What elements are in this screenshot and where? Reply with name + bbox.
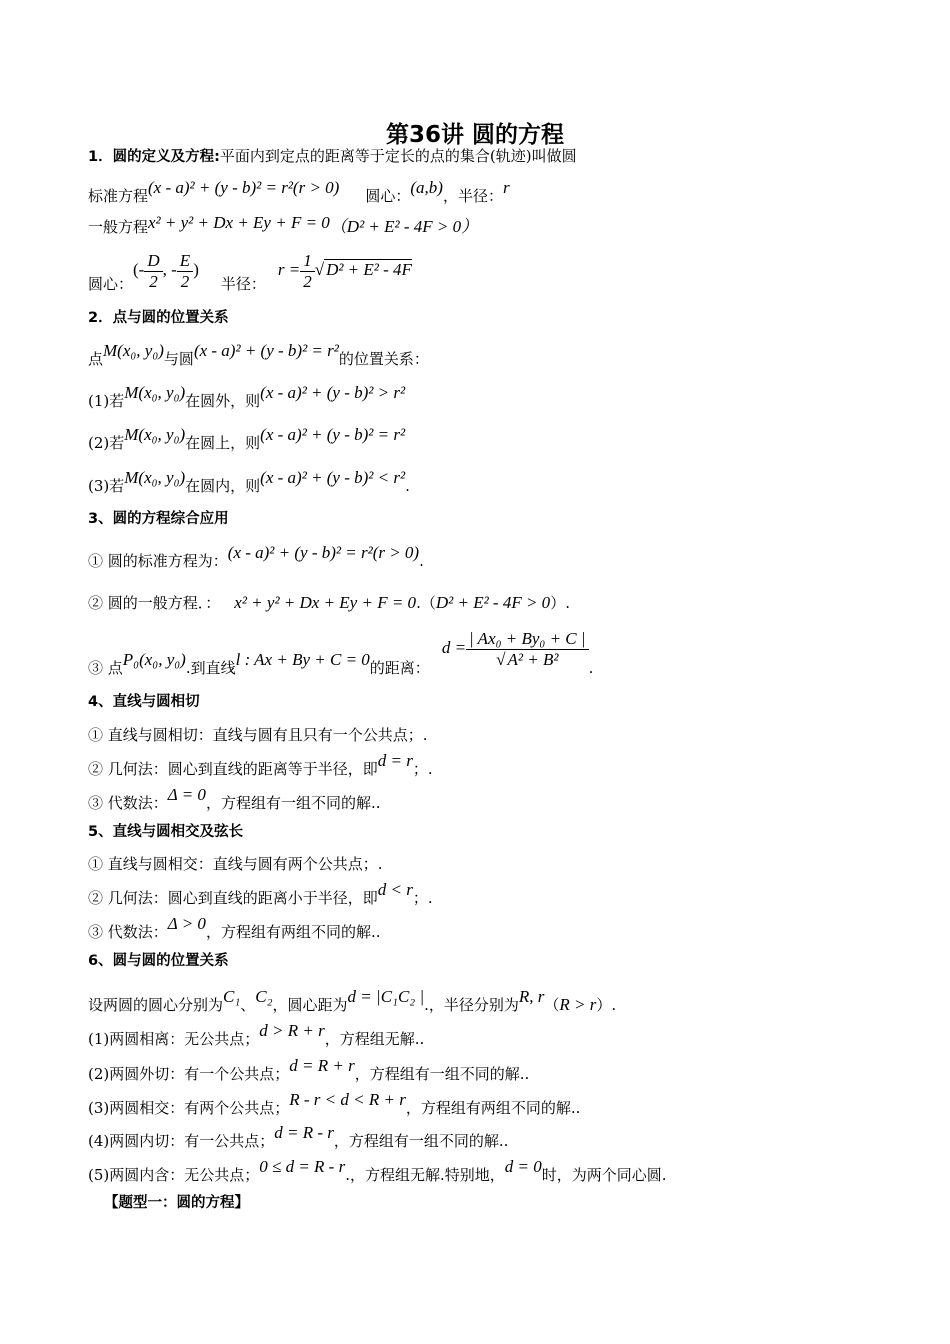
gen-label: 一般方程 [88,218,149,236]
s2-item-prefix: (3)若 [88,477,125,495]
s2-item-eq: (x - a)² + (y - b)² = r² [260,425,406,444]
s6-item-eq2: d = 0 [504,1157,542,1176]
s3-l3-a: ③ 点 [88,659,123,677]
s6-heading: 6、圆与圆的位置关系 [88,953,229,969]
s5-heading: 5、直线与圆相交及弦长 [88,824,244,840]
s2-item-mid: 在圆外，则 [185,392,261,410]
s2-intro-c: 的位置关系： [338,350,429,368]
s6-item-eq: d = R + r [289,1056,355,1075]
s3-l2-mid: .（ [416,594,436,612]
s1-definition: 平面内到定点的距离等于定长的点的集合(轨迹)叫做圆 [219,147,577,165]
center-value: (a,b) [410,178,443,197]
s6-item-tail: .，方程组无解.特别地， [345,1166,505,1184]
s2-item-2 [88,425,406,454]
s4-l3-text: ③ 代数法： [88,794,168,812]
s3-l1-text: ① 圆的标准方程为： [88,552,228,570]
s2-item-point: M(x₀, y₀) [124,425,186,444]
s6-item-eq: R - r < d < R + r [289,1090,406,1109]
center-label: 圆心： [365,187,411,205]
distance-denominator: A² + B² [507,649,559,669]
center2-frac-d [144,251,162,292]
s4-l2-eq: d = r [377,751,413,770]
s5-l2-eq: d < r [377,880,413,899]
radius2-den: 2 [303,271,312,291]
s2-intro-a: 点 [88,350,104,368]
s4-l2-text: ② 几何法：圆心到直线的距离等于半径，即 [88,760,378,778]
s1-definition-line [88,145,577,168]
s1-standard-line [88,178,510,207]
s3-l2-eq: x² + y² + Dx + Ey + F = 0 [234,593,417,612]
gen-equation: x² + y² + Dx + Ey + F = 0 [148,213,330,232]
s2-intro-line [88,341,429,370]
s6-item-tail: ，方程组无解.. [324,1030,425,1048]
s2-item-eq: (x - a)² + (y - b)² > r² [260,383,406,402]
s5-l3-text: ③ 代数法： [88,923,168,941]
center2-label: 圆心： [88,275,134,293]
radius-value: r [502,178,510,197]
s2-item-point: M(x₀, y₀) [124,468,186,487]
s6-sep: 、 [240,996,256,1014]
s3-l1-tail: . [419,552,424,570]
s6-item-4 [88,1123,509,1152]
s4-l3-tail: ，方程组有一组不同的解.. [205,794,381,812]
s6-distance: d = |C₁C₂ | [347,987,425,1006]
s4-line-1: ① 直线与圆相切：直线与圆有且只有一个公共点；. [88,726,428,744]
s6-item-eq: d = R - r [274,1123,334,1142]
s5-l2-tail: ；. [412,889,433,907]
s2-item-tail: . [405,477,410,495]
center2-open: (- [133,260,145,279]
center2-frac-e [177,251,193,292]
s3-line-2 [88,592,570,614]
s2-item-3 [88,468,410,497]
s6-item-3 [88,1090,581,1119]
s3-l3-b: .到直线 [185,659,236,677]
s6-intro-e: ）. [596,996,617,1014]
radius2-root: D² + E² - 4F [326,260,412,279]
s6-item-tail2: 时，为两个同心圆. [541,1166,667,1184]
s2-item-point: M(x₀, y₀) [124,383,186,402]
radius2-label: 半径： [220,275,266,293]
s3-l3-c: 的距离： [369,659,430,677]
s2-item-prefix: (1)若 [88,392,125,410]
radius2-frac [300,251,315,292]
gen-condition: （D² + E² - 4F > 0） [329,217,479,236]
s3-line-1 [88,543,424,572]
s2-item-mid: 在圆上，则 [185,434,261,452]
center2-den-d: 2 [149,271,158,291]
s2-circle-eq: (x - a)² + (y - b)² = r² [193,341,339,360]
s3-l2-tail: ）. [550,594,570,612]
s3-l3-d: d = [441,638,467,657]
s6-intro-c: .，半径分别为 [424,996,519,1014]
s6-c1: C₁ [223,987,241,1006]
s4-l3-eq: Δ = 0 [167,785,206,804]
s3-l3-point: P₀(x₀, y₀) [122,650,186,669]
s5-l3-eq: Δ > 0 [167,914,206,933]
center2-num-d: D [144,251,162,272]
section-tag-type-one: 【题型一：圆的方程】 [104,1195,249,1211]
s6-intro-a: 设两圆的圆心分别为 [88,996,224,1014]
s6-item-eq: d > R + r [259,1021,325,1040]
s3-l2-text: ② 圆的一般方程．： [88,594,221,612]
s2-point: M(x₀, y₀) [103,341,164,360]
s6-item-text: (3)两圆相交：有两个公共点； [88,1099,290,1117]
s3-l3-line: l : Ax + By + C = 0 [235,650,370,669]
s1-heading: 1．圆的定义及方程: [88,149,220,165]
s5-line-3 [88,914,381,943]
s6-item-text: (5)两圆内含：无公共点； [88,1166,260,1184]
s2-item-prefix: (2)若 [88,434,125,452]
s5-l2-text: ② 几何法：圆心到直线的距离小于半径，即 [88,889,378,907]
s6-intro-line [88,987,617,1016]
s5-line-2 [88,880,433,909]
distance-fraction: $\frac{\text{| Ax₀ + By₀ + C |}}{\text{√ A² + B²}}$ [466,629,589,670]
s6-item-5 [88,1157,667,1186]
s6-c2: C₂ [255,987,273,1006]
s6-intro-b: ，圆心距为 [272,996,348,1014]
s2-heading: 2．点与圆的位置关系 [88,310,229,326]
s6-intro-d: （ [544,996,560,1014]
s2-item-eq: (x - a)² + (y - b)² < r² [260,468,406,487]
center2-num-e: E [177,251,193,272]
s6-radii: R, r [518,987,545,1006]
s4-line-2 [88,751,433,780]
radius2-num: 1 [300,251,315,272]
s4-heading: 4、直线与圆相切 [88,694,200,710]
s4-l2-tail: ；. [412,760,433,778]
s2-item-1 [88,383,406,412]
std-equation: (x - a)² + (y - b)² = r²(r > 0) [148,178,340,197]
s6-item-1 [88,1021,425,1050]
s6-item-tail: ，方程组有一组不同的解.. [354,1065,530,1083]
s6-cond: R > r [559,995,597,1014]
s6-item-text: (2)两圆外切：有一个公共点； [88,1065,290,1083]
s1-center-radius-line: 圆心：(- $\frac{D}{2}$ , - $\frac{E}{2}$ )半径：r = $\frac{1}{2}$ √ D² + E² - 4F [88,250,412,293]
radius-label: ，半径： [442,187,503,205]
s1-general-line [88,213,479,238]
s3-heading: 3、圆的方程综合应用 [88,511,229,527]
center2-close: ) [193,260,199,279]
s2-intro-b: 与圆 [163,350,194,368]
s6-item-2 [88,1056,530,1085]
s5-l3-tail: ，方程组有两组不同的解.. [205,923,381,941]
radius2-r: r = [277,260,301,279]
s3-l1-eq: (x - a)² + (y - b)² = r²(r > 0) [227,543,420,562]
s6-item-tail: ，方程组有两组不同的解.. [405,1099,581,1117]
s4-line-3 [88,785,381,814]
s6-item-text: (1)两圆相离：无公共点； [88,1030,260,1048]
s5-line-1: ① 直线与圆相交：直线与圆有两个公共点；. [88,855,383,873]
page-title: 第36讲 圆的方程 [385,122,564,148]
s3-line-3 [88,625,594,677]
std-label: 标准方程 [88,187,149,205]
s2-item-mid: 在圆内，则 [185,477,261,495]
center2-den-e: 2 [180,271,190,291]
s6-item-tail: ，方程组有一组不同的解.. [333,1132,509,1150]
s6-item-eq: 0 ≤ d = R - r [259,1157,346,1176]
distance-numerator: | Ax₀ + By₀ + C | [466,629,589,650]
center2-mid: , - [162,260,177,279]
s6-item-text: (4)两圆内切：有一公共点； [88,1132,275,1150]
s3-l3-tail: . [588,659,594,677]
s3-l2-cond: D² + E² - 4F > 0 [435,593,551,612]
